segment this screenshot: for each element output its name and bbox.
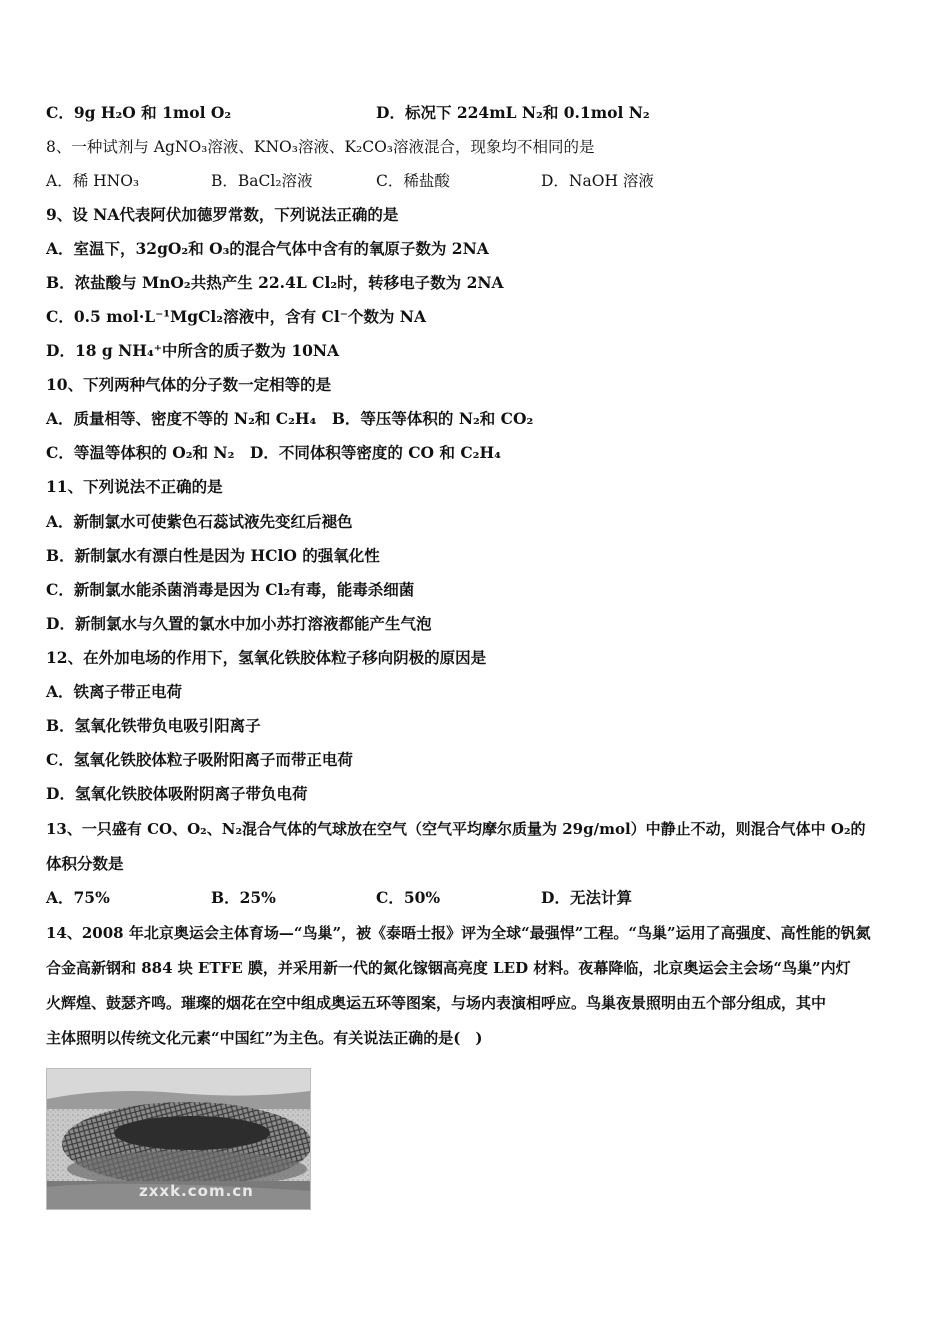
q12-stem: 12、在外加电场的作用下，氢氧化铁胶体粒子移向阴极的原因是: [46, 648, 487, 667]
q12-option-a: A．铁离子带正电荷: [46, 682, 183, 701]
birds-nest-photo: [46, 1068, 311, 1210]
q10-stem: 10、下列两种气体的分子数一定相等的是: [46, 375, 332, 394]
q14-text-line2: 合金高新钢和 884 块 ETFE 膜，并采用新一代的氮化镓铟高亮度 LED 材料。夜幕降临，北京奥运会主会场“鸟巢”内灯: [46, 959, 851, 977]
q10-options-ab: A．质量相等、密度不等的 N₂和 C₂H₄ B．等压等体积的 N₂和 CO₂: [46, 409, 534, 428]
q14-text-line4: 主体照明以传统文化元素“中国红”为主色。有关说法正确的是( ): [46, 1029, 483, 1047]
q10-options-cd: C．等温等体积的 O₂和 N₂ D．不同体积等密度的 CO 和 C₂H₄: [46, 443, 501, 462]
q13-option-c: C．50%: [376, 888, 441, 907]
q13-stem-line2: 体积分数是: [46, 854, 124, 873]
q9-option-b: B．浓盐酸与 MnO₂共热产生 22.4L Cl₂时，转移电子数为 2NA: [46, 273, 504, 292]
q13-option-d: D．无法计算: [541, 888, 632, 907]
q8-option-d: D．NaOH 溶液: [541, 172, 654, 190]
q13-stem-line1: 13、一只盛有 CO、O₂、N₂混合气体的气球放在空气（空气平均摩尔质量为 29g/mol）中静止不动，则混合气体中 O₂的: [46, 820, 866, 838]
q7-option-d: D．标况下 224mL N₂和 0.1mol N₂: [376, 103, 650, 122]
q12-option-d: D．氢氧化铁胶体吸附阴离子带负电荷: [46, 784, 308, 803]
q12-option-b: B．氢氧化铁带负电吸引阳离子: [46, 716, 261, 735]
q11-option-c: C．新制氯水能杀菌消毒是因为 Cl₂有毒，能毒杀细菌: [46, 580, 415, 599]
q13-option-a: A．75%: [46, 888, 110, 907]
q9-option-a: A．室温下，32gO₂和 O₃的混合气体中含有的氧原子数为 2NA: [46, 239, 489, 258]
q11-option-a: A．新制氯水可使紫色石蕊试液先变红后褪色: [46, 512, 353, 531]
q8-option-a: A．稀 HNO₃: [46, 172, 140, 190]
q8-stem: 8、一种试剂与 AgNO₃溶液、KNO₃溶液、K₂CO₃溶液混合，现象均不相同的是: [46, 138, 595, 156]
q11-stem: 11、下列说法不正确的是: [46, 477, 223, 496]
q14-text-line1: 14、2008 年北京奥运会主体育场—“鸟巢”，被《泰晤士报》评为全球“最强悍”工程。“鸟巢”运用了高强度、高性能的钒氮: [46, 924, 871, 942]
q9-option-d: D．18 g NH₄⁺中所含的质子数为 10NA: [46, 341, 340, 360]
q7-option-c: C．9g H₂O 和 1mol O₂: [46, 103, 232, 122]
q14-text-line3: 火辉煌、鼓瑟齐鸣。璀璨的烟花在空中组成奥运五环等图案，与场内表演相呼应。鸟巢夜景照明由五个部分组成，其中: [46, 994, 827, 1012]
q8-option-c: C．稀盐酸: [376, 172, 450, 190]
q12-option-c: C．氢氧化铁胶体粒子吸附阳离子而带正电荷: [46, 750, 353, 769]
q13-option-b: B．25%: [211, 888, 276, 907]
q9-option-c: C．0.5 mol·L⁻¹MgCl₂溶液中，含有 Cl⁻个数为 NA: [46, 307, 426, 326]
q8-option-b: B．BaCl₂溶液: [211, 172, 313, 190]
q11-option-b: B．新制氯水有漂白性是因为 HClO 的强氧化性: [46, 546, 380, 565]
q9-stem: 9、设 NA代表阿伏加德罗常数，下列说法正确的是: [46, 205, 399, 224]
image-watermark: zxxk.com.cn: [139, 1182, 254, 1200]
q11-option-d: D．新制氯水与久置的氯水中加小苏打溶液都能产生气泡: [46, 614, 432, 633]
